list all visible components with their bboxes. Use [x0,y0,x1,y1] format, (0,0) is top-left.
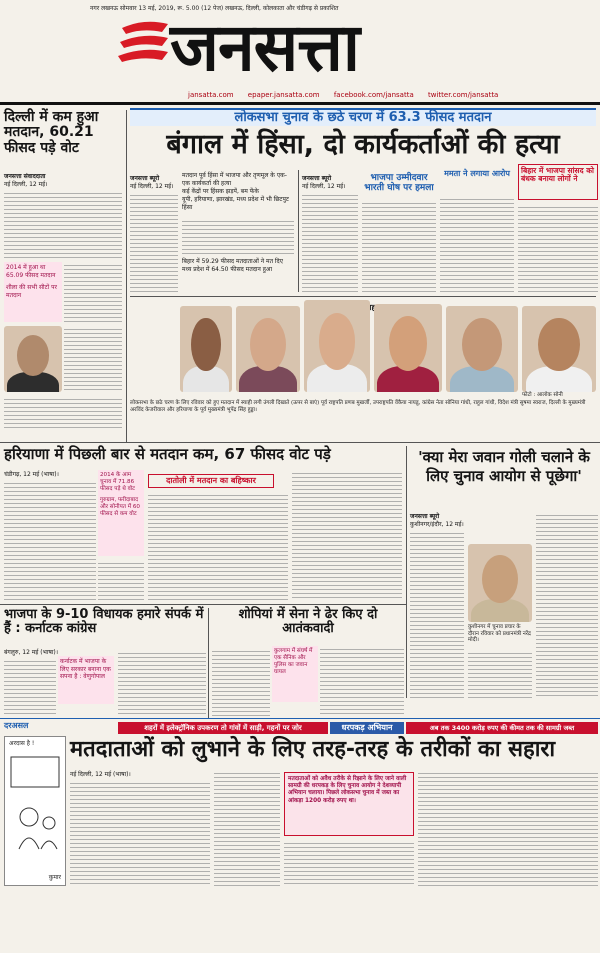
bengal-byline: जनसत्ता ब्यूरो [130,175,160,182]
delhi-body-text [64,326,122,392]
modi-byline: जनसत्ता ब्यूरो [410,513,440,520]
shopian-box [272,646,318,702]
bharti-ghosh-headline: भाजपा उम्मीदवार भारती घोष पर हमला [364,173,434,193]
delhi-facts-box [4,262,62,322]
bengal-stats [182,258,294,274]
column-divider [208,608,209,718]
phase6-banner: लोकसभा चुनाव के छठे चरण में 63.3 फीसद मतदान [130,108,596,126]
delhi-byline: जनसत्ता संवाददाता [4,173,46,180]
column-divider [298,170,299,292]
karnataka-quote: कर्नाटक में भाजपा के लिए सरकार बनाना एक सपना है : वेणुगोपाल [60,658,111,680]
bihar-text [518,204,598,292]
bengal-stat: मध्य प्रदेश में 64.50 फीसद मतदान हुआ [182,266,273,273]
pranab-photo [4,326,62,392]
karnataka-dateline: बंगलुरु, 12 मई (भाषा)। [4,649,59,656]
bengal-body-text [182,218,294,254]
seizure-info-text: मतदाताओं को अवैध तरीके से रिझाने के लिए जाने वाली सामग्री की धरपकड़ के लिए चुनाव आयोग ने देशव्यापी अभियान चलाया। पिछले लोकसभा चुनाव में जब्त का आंकड़ा 1200 करोड़ रुपए था। [288,776,407,804]
site-link[interactable]: jansatta.com [188,91,234,99]
photo-caption: लोकसभा के छठे चरण के लिए रविवार को हुए मतदान में स्याही लगी उंगली दिखाते (ऊपर से बाएं) पूर्व राष्ट्रपति प्रणब मुखर्जी, उपराष्ट्रपति वेंकैया नायडू, कांग्रेस नेता सोनिया गांधी, राहुल गांधी, विदेश मंत्री सुषमा स्वराज, दिल्ली के मुख्यमंत्री अरविंद केजरीवाल और हरियाणा के पूर्व मुख्यमंत्री भूपेंद्र सिंह हुड्डा। [130,400,586,413]
masthead-dateline: नगर लखनऊ सोमवार 13 मई, 2019, रू. 5.00 (12 पेज) लखनऊ, दिल्ली, कोलकाता और चंडीगढ़ से प्रकाशित [90,5,339,12]
modi-body-text [410,530,464,698]
delhi-fact: शीला की सभी सीटों पर मतदान [6,284,57,299]
delhi-body-text [4,396,122,430]
cartoon-panel [4,736,66,886]
bengal-stat: बिहार में 59.29 फीसद मतदाताओं ने मत दिए [182,258,283,265]
bengal-dateline-2: नई दिल्ली, 12 मई। [302,183,346,190]
hooda-photo [522,306,596,392]
campaign-label: धरपकड़ अभियान [330,722,404,734]
twitter-link[interactable]: twitter.com/jansatta [427,91,499,99]
darasal-tag: दरअसल [4,721,29,730]
modi-quote-headline: 'क्या मेरा जवान गोली चलाने के लिए चुनाव आयोग से पूछेगा' [418,448,590,485]
mamata-text [440,196,514,292]
facebook-link[interactable]: facebook.com/jansatta [333,91,414,99]
bottom-body-text [214,770,280,886]
modi-body-text [536,512,598,698]
section-rule [0,442,600,443]
delhi-dateline: नई दिल्ली, 12 मई। [4,181,48,188]
modi-photo-caption: कुशीनगर में चुनाव प्रचार के दौरान रविवार को प्रधानमंत्री नरेंद्र मोदी। [468,624,531,643]
bengal-body-text [302,192,358,292]
shopian-body-text [320,646,404,716]
masthead-title: जनसत्ता [170,9,359,86]
karnataka-quote-box [58,656,114,704]
column-divider [126,110,127,442]
sonia-photo [236,306,300,392]
shopian-box-text: कुलगाम में संघर्ष में एक सैनिक और पुलिस का जवान घायल [274,648,313,675]
bottom-body-text [284,840,414,886]
datoli-body-text [148,492,288,600]
modi-dateline: कुशीनगर/इंदौर, 12 मई। [410,521,464,528]
sushma-photo [374,304,442,392]
page-bottom-margin [0,890,600,953]
delhi-headline: दिल्ली में कम हुआ मतदान, 60.21 फीसद पड़े वोट [4,109,99,156]
bottom-dateline: नई दिल्ली, 12 मई (भाषा)। [70,771,131,778]
kejriwal-photo [446,306,518,392]
bengal-bullet: मतदान पूर्व हिंसा में भाजपा और तृणमूल के एक-एक कार्यकर्ता की हत्या [182,172,287,187]
jansatta-logo-icon [118,14,170,84]
bengal-bullet: कई केंद्रों पर हिंसक झड़पें, बम फेंके [182,188,259,195]
datoli-headline: दातोली में मतदान का बहिष्कार [148,474,274,488]
delhi-body-text [4,190,122,260]
haryana-body-text [292,470,402,600]
naidu-photo [180,306,232,392]
epaper-link[interactable]: epaper.jansatta.com [247,91,320,99]
haryana-body-text [4,480,96,600]
mamata-headline: ममता ने लगाया आरोप [444,169,510,178]
bottom-body-text [418,770,598,886]
bengal-bullet: यूपी, हरियाणा, झारखंड, मध्य प्रदेश में भी छिटपुट हिंसा [182,196,289,211]
photo-credit: फोटो : आलोक सोनी [522,392,563,398]
shopian-headline: शोपियां में सेना ने ढेर किए दो आतंकवादी [238,607,378,637]
modi-body-text [468,650,532,698]
haryana-body-text [98,560,144,600]
haryana-facts-box [98,470,144,556]
bottom-body-text [70,780,210,886]
bihar-box [518,164,598,200]
cartoon-drawing-icon [5,737,65,857]
karnataka-body-text [4,658,56,716]
bharti-ghosh-text [362,200,436,292]
haryana-headline: हरियाणा में पिछली बार से मतदान कम, 67 फीसद वोट पड़े [4,445,331,463]
cartoon-credit: कुमार [48,873,61,881]
bottom-kicker: शहरों में इलेक्ट्रॉनिक उपकरण तो गांवों में साड़ी, गहनों पर जोर [118,722,328,734]
delhi-body-text [64,262,122,322]
karnataka-headline: भाजपा के 9-10 विधायक हमारे संपर्क में हैं : कर्नाटक कांग्रेस [4,607,204,637]
bihar-headline: बिहार में भाजपा सांसद को बंधक बनाया लोगों ने [521,166,594,184]
delhi-fact: 2014 में हुआ था 65.09 फीसद मतदान [6,264,56,279]
rahul-photo [304,300,370,392]
bengal-dateline: नई दिल्ली, 12 मई। [130,183,174,190]
bengal-body-text [130,192,178,292]
column-divider [406,446,407,698]
bottom-headline: मतदाताओं को लुभाने के लिए तरह-तरह के तरीकों का सहारा [70,737,556,762]
seizure-info-box [284,772,414,836]
masthead-links [188,91,510,99]
bengal-bullets [182,172,294,212]
modi-photo [468,544,532,622]
haryana-fact: गुरुग्राम, फरीदाबाद और सोनीपत में 60 फीसद से कम वोट [100,497,140,517]
masthead-rule [0,102,600,105]
seized-amount: अब तक 3400 करोड़ रुपए की कीमत तक की सामग्री जब्त [406,722,598,734]
bengal-byline-2: जनसत्ता ब्यूरो [302,175,332,182]
cartoon-caption: अरदास है ! [9,740,35,747]
haryana-fact: 2014 के आम चुनाव में 71.86 फीसद पड़े थे वोट [100,472,135,492]
haryana-dateline: चंडीगढ़, 12 मई (भाषा)। [4,471,59,478]
karnataka-body-text [118,650,206,716]
bengal-headline: बंगाल में हिंसा, दो कार्यकर्ताओं की हत्या [166,129,560,160]
section-rule [0,604,406,605]
shopian-body-text [212,648,270,716]
section-rule [0,718,600,719]
